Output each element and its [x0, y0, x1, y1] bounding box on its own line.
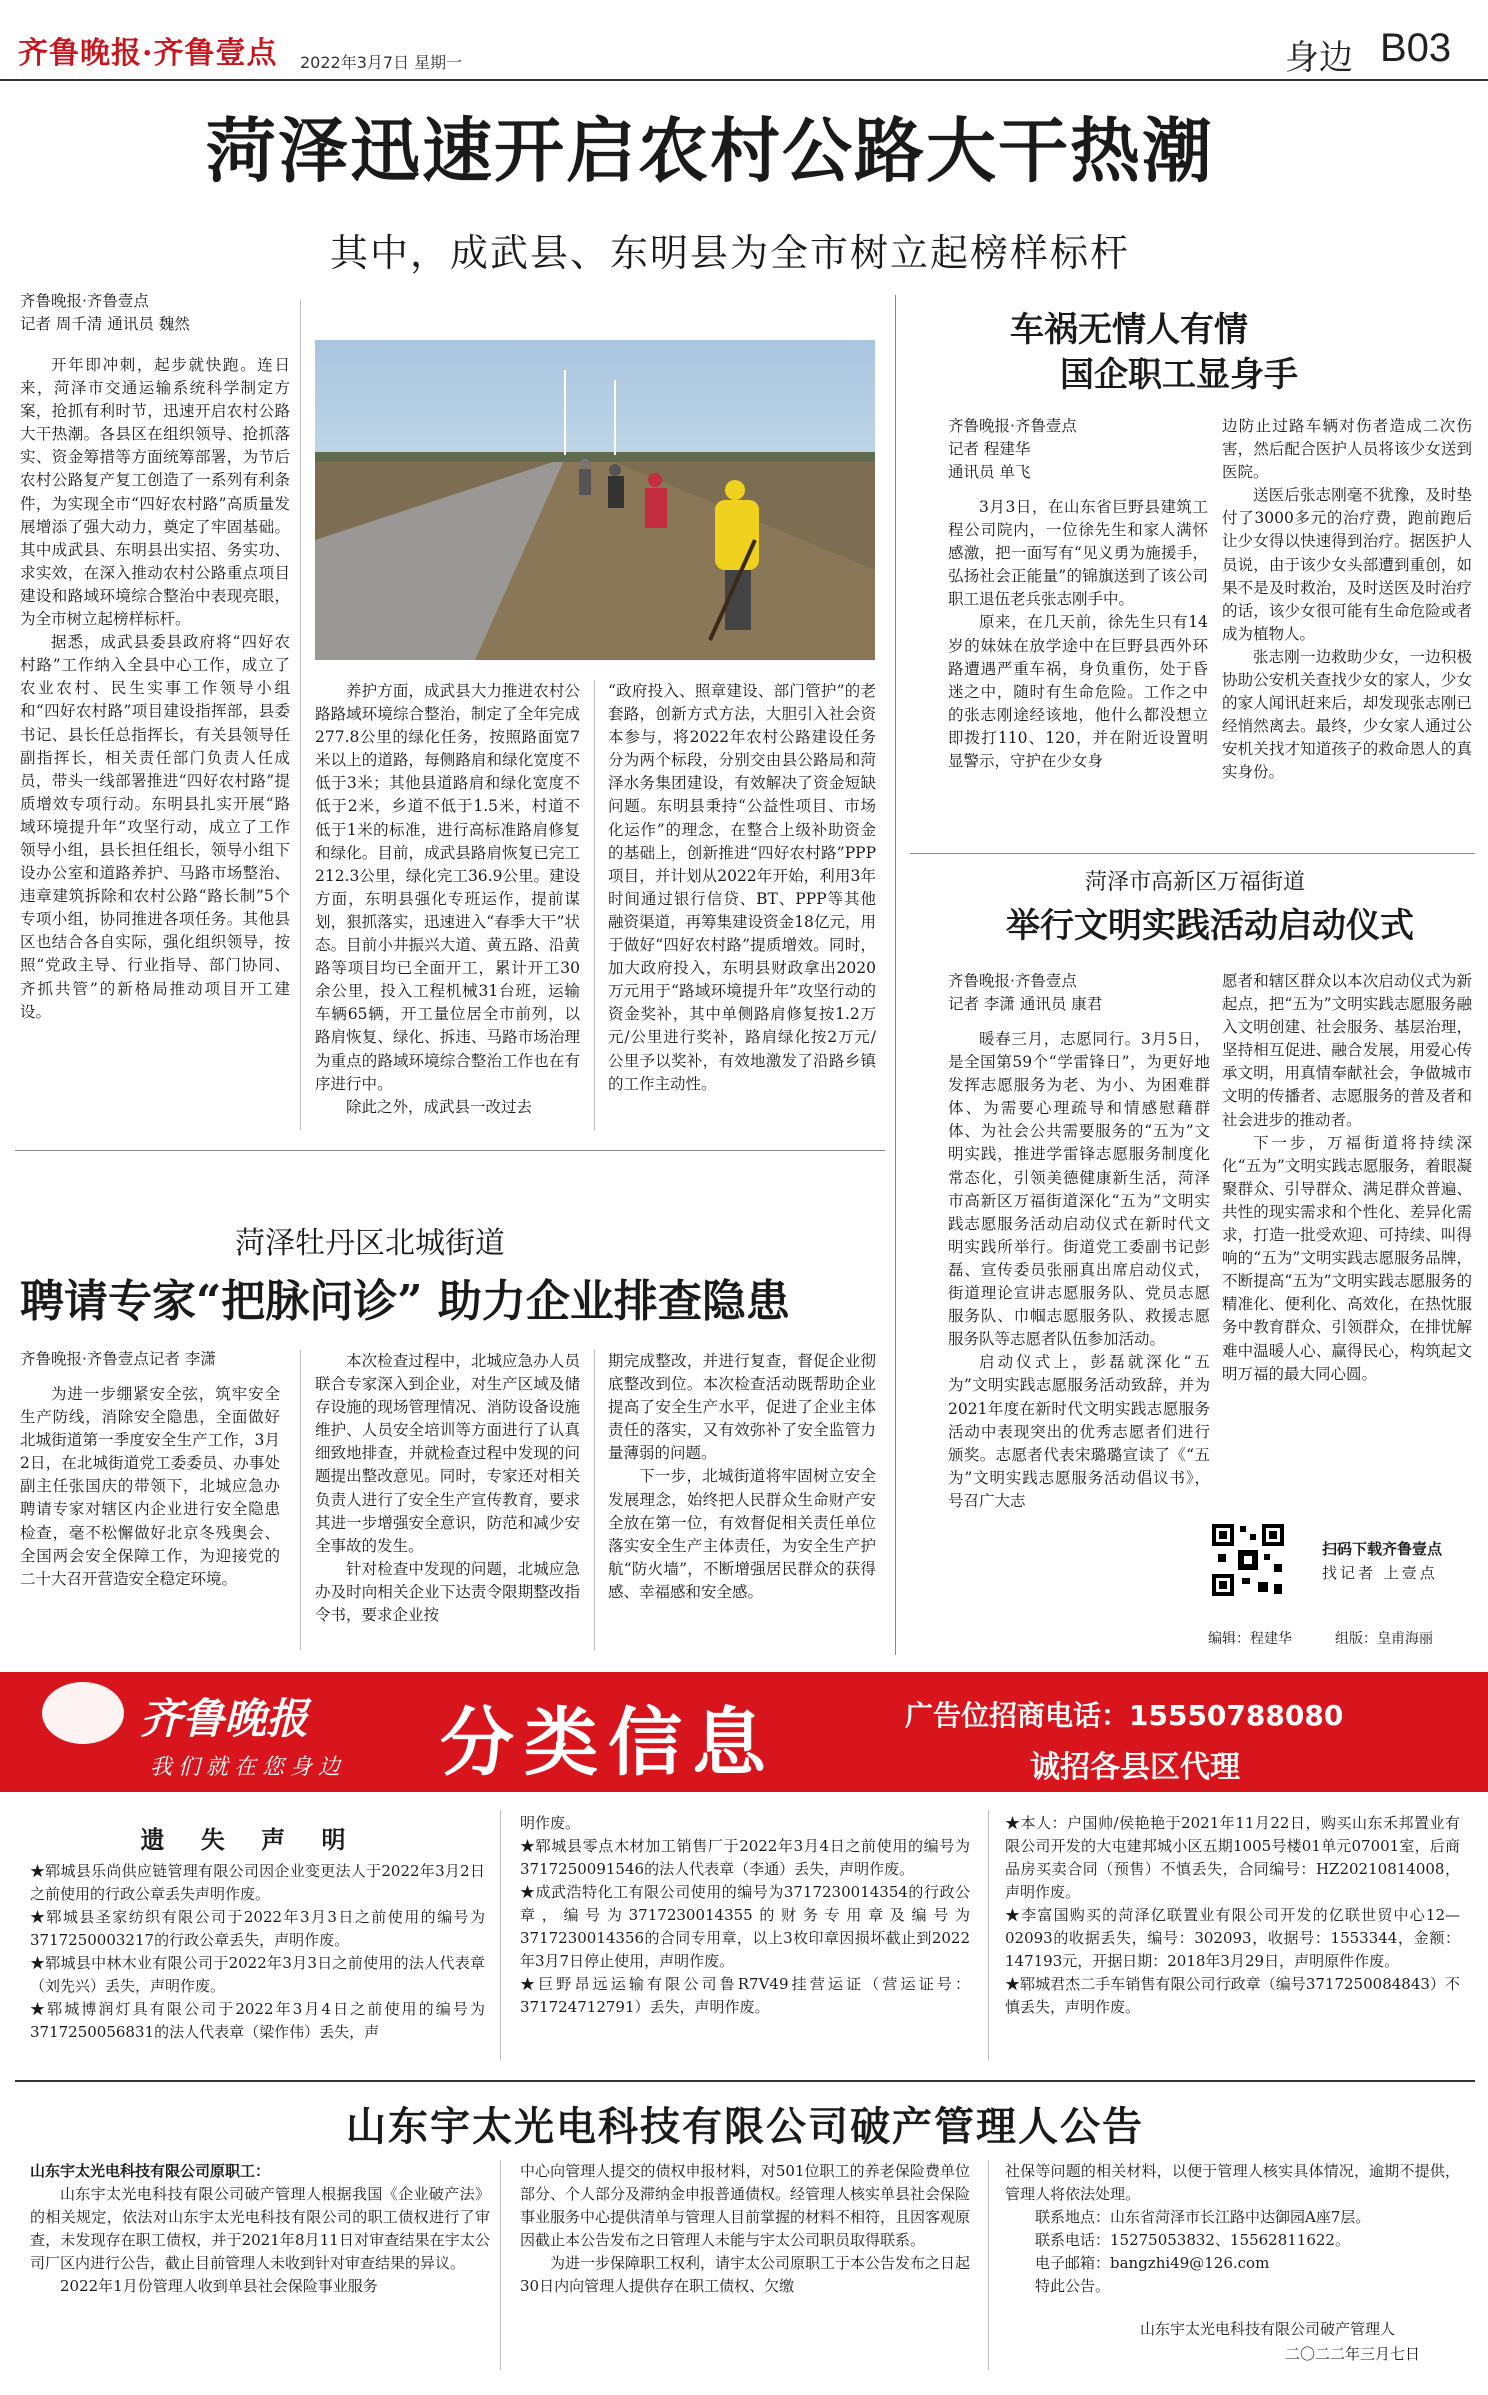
article3-kicker: 菏泽市高新区万福街道 [1085, 870, 1306, 895]
article3-paragraph: 启动仪式上，彭磊就深化“五为”文明实践志愿服务活动致辞，并为2021年度在新时代文明实践志愿服务活动中表现突出的优秀志愿者们进行颁奖。志愿者代表宋璐璐宣读了《“五为”文明实践志愿服务活动倡议书》，号召广大志 [948, 1353, 1210, 1510]
column-divider [300, 300, 301, 1130]
section-divider [15, 1150, 885, 1151]
article1-col3 [608, 680, 876, 1130]
article1-subtitle: 其中，成武县、东明县为全市树立起榜样标杆 [330, 231, 1131, 275]
article3-col1 [948, 970, 1210, 1660]
article1-col2 [315, 680, 580, 1130]
editor-credit: 编辑：程建华 [1208, 1631, 1292, 1647]
article2-paragraph: 3月3日，在山东省巨野县建筑工程公司院内，一位徐先生和家人满怀感激，把一面写有“见义勇为施援手，弘扬社会正能量”的锦旗送到了该公司职工退伍老兵张志刚手中。 [948, 498, 1208, 609]
lost-notice: 明作废。 [520, 1814, 581, 1832]
column-divider [500, 1810, 501, 2060]
lost-notice: ★郓城县中林木业有限公司于2022年3月3日之前使用的法人代表章（刘先兴）丢失，声明作废。 [30, 1954, 485, 1995]
article3-paragraph: 愿者和辖区群众以本次启动仪式为新起点，把“五为”文明实践志愿服务融入文明创建、社会服务、基层治理，坚持相互促进、融合发展，用爱心传承文明，用真情奉献社会，争做城市文明的传播者、志愿服务的普及者和社会进步的推动者。 [1222, 972, 1472, 1129]
lost-notice: ★巨野昂远运输有限公司鲁R7V49挂营运证（营运证号：371724712791）丢失，声明作废。 [520, 1975, 970, 2016]
lost-notices-col1 [30, 1860, 485, 2060]
bankruptcy-closing: 特此公告。 [1035, 2277, 1111, 2295]
lost-notices-col3 [1005, 1812, 1460, 2062]
article1-title: 菏泽迅速开启农村公路大干热潮 [206, 109, 1214, 192]
article4-col3 [608, 1350, 876, 1655]
column-divider [895, 295, 896, 1655]
article3-title: 举行文明实践活动启动仪式 [1006, 906, 1414, 946]
bankruptcy-paragraph: 为进一步保障职工权利，请宇太公司原职工于本公告发布之日起30日内向管理人提供存在职工债权、欠缴 [520, 2254, 970, 2295]
column-divider [594, 1350, 595, 1650]
article4-paragraph: 期完成整改，并进行复查，督促企业彻底整改到位。本次检查活动既帮助企业提高了安全生产水平，促进了企业主体责任的落实，又有效弥补了安全监管力量薄弱的问题。 [608, 1352, 876, 1463]
bankruptcy-contact-address: 联系地点：山东省菏泽市长江路中达御园A座7层。 [1035, 2208, 1371, 2226]
masthead-rule [0, 79, 1488, 81]
bankruptcy-paragraph: 中心向管理人提交的债权申报材料，对501位职工的养老保险费单位部分、个人部分及滞纳金申报普通债权。经管理人核实单县社会保险事业服务中心提供清单与管理人目前掌握的材料不相符，且因客观原因截止本公告发布之日管理人未能与宇太公司职员取得联系。 [520, 2162, 970, 2249]
bankruptcy-col1 [30, 2183, 490, 2373]
lost-notice: ★成武浩特化工有限公司使用的编号为3717230014354的行政公章，编号为3717230014355的财务专用章及编号为3717230014356的合同专用章，以上3枚印章因损坏截止到2022年3月7日停止使用，声明作废。 [520, 1883, 970, 1970]
article4-col2 [315, 1350, 580, 1655]
article3-col2 [1222, 970, 1472, 1510]
article3-source: 齐鲁晚报·齐鲁壹点 [948, 972, 1077, 990]
article2-col2 [1222, 415, 1472, 845]
qr-caption: 扫码下载齐鲁壹点 [1322, 1540, 1443, 1558]
article2-reporter: 记者 程建华 [948, 440, 1031, 458]
column-divider [988, 1810, 989, 2060]
banner-recruit: 诚招各县区代理 [1030, 1750, 1240, 1785]
section-divider [15, 2080, 1475, 2082]
article4-paragraph: 下一步，北城街道将牢固树立安全发展理念，始终把人民群众生命财产安全放在第一位，有效督促相关责任单位落实安全生产主体责任，为安全生产护航“防火墙”，不断增强居民群众的获得感、幸福感和安全感。 [608, 1467, 876, 1601]
article1-col1 [20, 290, 290, 1130]
bankruptcy-addressee: 山东宇太光电科技有限公司原职工： [30, 2162, 271, 2180]
article2-source: 齐鲁晚报·齐鲁壹点 [948, 417, 1077, 435]
article1-paragraph: 据悉，成武县委县政府将“四好农村路”工作纳入全县中心工作，成立了农业农村、民生实事工作领导小组和“四好农村路”项目建设指挥部，县委书记、县长任总指挥长，有关县领导任副指挥长，相关责任部门负责人任成员，带头一线部署推进“四好农村路”提质增效专项行动。东明县扎实开展“路域环境提升年”攻坚行动，成立了工作领导小组，县长担任组长，领导小组下设办公室和道路养护、马路市场整治、违章建筑拆除和农村公路“路长制”5个专项小组，协同推进各项任务。其他县区也结合各自实际，强化组织领导，按照“党政主导、行业指导、部门协同、齐抓共管”的新格局推动项目开工建设。 [20, 633, 290, 1021]
column-divider [300, 1350, 301, 1650]
article2-paragraph: 张志刚一边救助少女，一边积极协助公安机关查找少女的家人，少女的家人闻讯赶来后，却发现张志刚已经悄然离去。最终，少女家人通过公安机关找才知道孩子的救命恩人的真实身份。 [1222, 647, 1472, 782]
lost-notice-heading: 遗 失 声 明 [140, 1825, 360, 1854]
road-workers-photo [315, 340, 875, 660]
article1-paragraph: 开年即冲刺，起步就快跑。连日来，菏泽市交通运输系统科学制定方案，抢抓有利时节，迅速开启农村公路大干热潮。各县区在组织领导、抢抓落实、资金筹措等方面统筹部署，为节后农村公路复产复工创造了一系列有利条件，为实现全市“四好农村路”高质量发展增添了强大动力，奠定了牢固基础。其中成武县、东明县出实招、务实功、求实效，在深入推动农村公路重点项目建设和路域环境综合整治中表现亮眼，为全市树立起榜样标杆。 [20, 356, 290, 629]
bankruptcy-paragraph: 2022年1月份管理人收到单县社会保险事业服务 [60, 2277, 378, 2295]
article2-title-line1: 车祸无情人有情 [1010, 310, 1248, 350]
lost-notice: ★郓城县圣家纺织有限公司于2022年3月3日之前使用的编号为3717250003217的行政公章丢失，声明作废。 [30, 1908, 485, 1949]
article4-kicker: 菏泽牡丹区北城街道 [235, 1226, 505, 1261]
column-divider [594, 680, 595, 1130]
column-divider [988, 2160, 989, 2370]
article3-reporters: 记者 李潇 通讯员 康君 [948, 995, 1103, 1013]
lost-notice: ★郓城县乐尚供应链管理有限公司因企业变更法人于2022年3月2日之前使用的行政公章丢失声明作废。 [30, 1862, 485, 1903]
article2-col1 [948, 415, 1208, 845]
lost-notices-col2 [520, 1812, 970, 2062]
article3-paragraph: 下一步，万福街道将持续深化“五为”文明实践志愿服务，着眼凝聚群众、引导群众、满足群众普遍、共性的现实需求和个性化、差异化需求，打造一批受欢迎、可持续、叫得响的“五为”文明实践志愿服务品牌，不断提高“五为”文明实践志愿服务的精准化、便利化、高效化，在热忱服务中教育群众、引领群众，在排忧解难中温暖人心、赢得民心，构筑起文明万福的最大同心圆。 [1222, 1133, 1472, 1383]
article1-source: 齐鲁晚报·齐鲁壹点 [20, 292, 149, 310]
bankruptcy-col2 [520, 2160, 970, 2370]
bankruptcy-contact-phone: 联系电话：15275053832、15562811622。 [1035, 2231, 1350, 2249]
lost-notice: ★本人：户国帅/侯艳艳于2021年11月22日，购买山东禾邦置业有限公司开发的大屯建邦城小区五期1005号楼01单元07001室，后商品房买卖合同（预售）不慎丢失，合同编号：HZ20210814008，声明作废。 [1005, 1814, 1460, 1901]
designer-credit: 组版：皇甫海丽 [1335, 1631, 1433, 1647]
lost-notice: ★郓城博润灯具有限公司于2022年3月4日之前使用的编号为3717250056831的法人代表章（梁作伟）丢失，声 [30, 2000, 485, 2041]
article4-col1 [20, 1348, 280, 1658]
banner-logo: 齐鲁晚报 [140, 1694, 309, 1743]
article1-paragraph: 养护方面，成武县大力推进农村公路路域环境综合整治，制定了全年完成277.8公里的绿化任务，按照路面宽7米以上的道路，每侧路肩和绿化宽度不低于3米；其他县道路肩和绿化宽度不低于2米，乡道不低于1.5米，村道不低于1米的标准，进行高标准路肩修复和绿化。目前，成武县路肩恢复已完工212.3公里，绿化完工36.9公里。建设方面，东明县强化专班运作，提前谋划，狠抓落实，迅速进入“春季大干”状态。目前小井振兴大道、黄五路、沿黄路等项目均已全面开工，累计开工30余公里，投入工程机械31台班，运输车辆65辆，开工量位居全市前列，以路肩恢复、绿化、拆违、马路市场治理为重点的路域环境综合整治工作也在有序进行中。 [315, 682, 580, 1093]
masthead-date: 2022年3月7日 星期一 [300, 53, 463, 72]
bankruptcy-paragraph: 山东宇太光电科技有限公司破产管理人根据我国《企业破产法》的相关规定，依法对山东宇太光电科技有限公司的职工债权进行了审查，未发现存在职工债权，并于2021年8月11日对审查结果在宇太公司厂区内进行公告，截止目前管理人未收到针对审查结果的异议。 [30, 2185, 490, 2272]
qr-caption-2: 找记者 上壹点 [1322, 1564, 1438, 1582]
article4-title: 聘请专家“把脉问诊” 助力企业排查隐患 [20, 1276, 790, 1327]
bankruptcy-contact-email: 电子邮箱：bangzhi49@126.com [1035, 2254, 1270, 2272]
bankruptcy-title: 山东宇太光电科技有限公司破产管理人公告 [346, 2103, 1144, 2150]
section-divider [910, 853, 1475, 854]
article2-paragraph: 原来，在几天前，徐先生只有14岁的妹妹在放学途中在巨野县西外环路遭遇严重车祸，身负重伤，处于昏迷之中，随时有生命危险。工作之中的张志刚途经该地，他什么都没想立即拨打110、120，并在附近设置明显警示，守护在少女身 [948, 613, 1208, 771]
banner-slogan: 我们就在您身边 [150, 1755, 347, 1780]
article2-paragraph: 送医后张志刚毫不犹豫，及时垫付了3000多元的治疗费，跑前跑后让少女得以快速得到治疗。据医护人员说，由于该少女头部遭到重创，如果不是及时救治，及时送医及时治疗的话，该少女很可能有生命危险或者成为植物人。 [1222, 486, 1472, 643]
banner-title: 分类信息 [440, 1700, 776, 1786]
banner-phone: 广告位招商电话：15550788080 [905, 1699, 1344, 1732]
bankruptcy-signer: 山东宇太光电科技有限公司破产管理人 [1140, 2320, 1396, 2338]
article1-paragraph: 除此之外，成武县一改过去 [346, 1097, 533, 1116]
article4-byline: 齐鲁晚报·齐鲁壹点记者 李潇 [20, 1350, 216, 1368]
classified-banner [0, 1672, 1488, 1792]
banner-logo-icon [42, 1682, 124, 1744]
page-number: B03 [1380, 26, 1452, 70]
article2-title-line2: 国企职工显身手 [1060, 355, 1298, 395]
article4-paragraph: 针对检查中发现的问题，北城应急办及时向相关企业下达责令限期整改指令书，要求企业按 [315, 1559, 580, 1625]
section-name: 身边 [1285, 38, 1353, 78]
bankruptcy-col3 [1005, 2160, 1460, 2310]
column-divider [500, 2160, 501, 2370]
bankruptcy-date: 二〇二二年三月七日 [1285, 2345, 1421, 2363]
lost-notice: ★郓城君杰二手车销售有限公司行政章（编号3717250084843）不慎丢失，声明作废。 [1005, 1975, 1460, 2016]
bankruptcy-paragraph: 社保等问题的相关材料，以便于管理人核实具体情况，逾期不提供，管理人将依法处理。 [1005, 2162, 1460, 2203]
article3-paragraph: 暖春三月，志愿同行。3月5日，是全国第59个“学雷锋日”，为更好地发挥志愿服务为老、为小、为困难群体、为需要心理疏导和情感慰藉群体、为社会公共需要服务的“五为”文明实践，推进学雷锋志愿服务制度化常态化，引领美德健康新生活，菏泽市高新区万福街道深化“五为”文明实践志愿服务活动启动仪式在新时代文明实践所举行。街道党工委副书记彭磊、宣传委员张丽真出席启动仪式，街道理论宣讲志愿服务队、党员志愿服务队、巾帼志愿服务队、救援志愿服务队等志愿者队伍参加活动。 [948, 1030, 1210, 1349]
article1-reporters: 记者 周千清 通讯员 魏然 [20, 315, 190, 333]
qr-code[interactable] [1208, 1520, 1288, 1600]
lost-notice: ★李富国购买的菏泽亿联置业有限公司开发的亿联世贸中心12—02093的收据丢失，编号：302093，收据号：1553344，金额：147193元，开据日期：2018年3月29日，声明原件作废。 [1005, 1906, 1460, 1970]
article4-paragraph: 本次检查过程中，北城应急办人员联合专家深入到企业，对生产区域及储存设施的现场管理情况、消防设备设施维护、人员安全培训等方面进行了认真细致地排查，并就检查过程中发现的问题提出整改意见。同时，专家还对相关负责人进行了安全生产宣传教育，要求其进一步增强安全意识，防范和减少安全事故的发生。 [315, 1352, 580, 1555]
article4-paragraph: 为进一步绷紧安全弦，筑牢安全生产防线，消除安全隐患，全面做好北城街道第一季度安全生产工作，3月2日，在北城街道党工委委员、办事处副主任张国庆的带领下，北城应急办聘请专家对辖区内企业进行安全隐患检查，毫不松懈做好北京冬残奥会、全国两会安全保障工作，为迎接党的二十大召开营造安全稳定环境。 [20, 1385, 280, 1588]
article2-paragraph: 边防止过路车辆对伤者造成二次伤害，然后配合医护人员将该少女送到医院。 [1222, 417, 1472, 482]
lost-notice: ★郓城县零点木材加工销售厂于2022年3月4日之前使用的编号为3717250091546的法人代表章（李通）丢失，声明作废。 [520, 1837, 970, 1878]
article2-correspondent: 通讯员 单飞 [948, 463, 1031, 481]
article1-paragraph: “政府投入、照章建设、部门管护”的老套路，创新方式方法，大胆引入社会资本参与，将2022年农村公路建设任务分为两个标段，分别交由县公路局和菏泽水务集团建设，有效解决了资金短缺问题。东明县秉持“公益性项目、市场化运作”的理念，在整合上级补助资金的基础上，创新推进“四好农村路”PPP项目，并计划从2022年开始，利用3年时间通过银行信贷、BT、PPP等其他融资渠道，再筹集建设资金18亿元，用于做好“四好农村路”提质增效。同时，加大政府投入，东明县财政拿出2020万元用于“路域环境提升年”攻坚行动的资金奖补，其中单侧路肩修复按1.2万元/公里进行奖补，路肩绿化按2万元/公里予以奖补，有效地激发了沿路乡镇的工作主动性。 [608, 682, 876, 1093]
masthead-logo: 齐鲁晚报·齐鲁壹点 [18, 36, 278, 71]
